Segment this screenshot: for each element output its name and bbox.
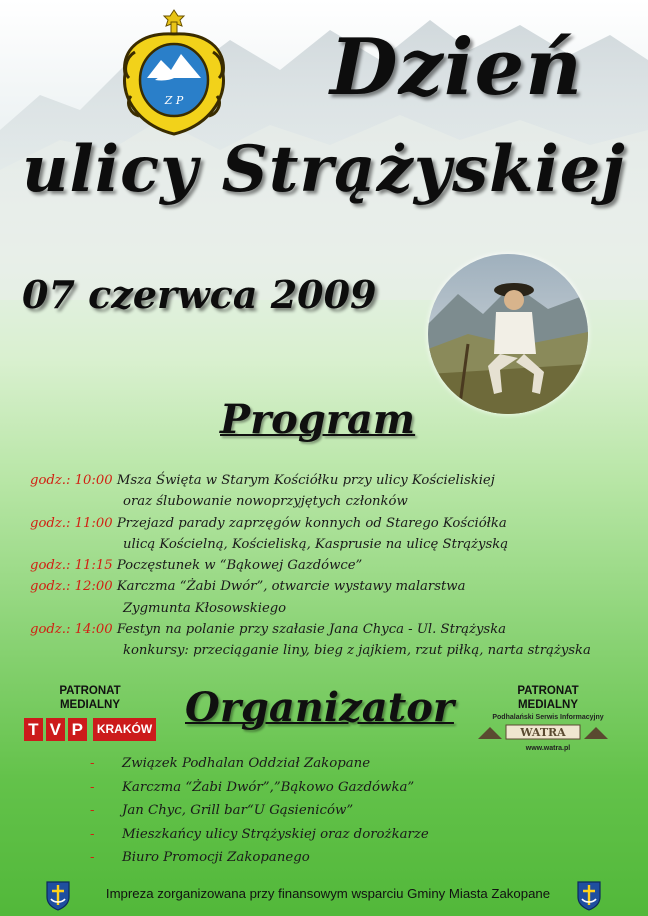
media-patron-tvp — [20, 684, 160, 741]
program-text: oraz ślubowanie nowoprzyjętych członków — [123, 494, 408, 510]
media-patron-watra — [476, 684, 620, 752]
zp-coat-of-arms-icon — [115, 8, 233, 138]
patron-label: PATRONAT — [59, 685, 121, 697]
list-item — [90, 799, 429, 823]
event-title-line1: Dzień — [330, 22, 583, 113]
tvp-letter: V — [46, 718, 65, 741]
watra-url: www.watra.pl — [525, 745, 571, 752]
list-dash: - — [90, 826, 95, 842]
patron-label: PATRONAT — [517, 685, 579, 697]
program-item — [30, 555, 630, 576]
program-time: godz.: 11:00 — [30, 515, 113, 531]
watra-logo — [476, 723, 610, 741]
program-text: Karczma “Żabi Dwór”, otwarcie wystawy malarstwa — [116, 579, 466, 595]
program-time: godz.: 14:00 — [30, 622, 113, 638]
program-text: Festyn na polanie przy szałasie Jana Chyca - Ul. Strążyska — [116, 622, 507, 638]
tvp-letter: P — [68, 718, 87, 741]
footer-text: Impreza zorganizowana przy finansowym wsparciu Gminy Miasta Zakopane — [105, 886, 551, 901]
program-text: Poczęstunek w “Bąkowej Gazdówce” — [116, 558, 363, 574]
organizer-name: Karczma “Żabi Dwór”,”Bąkowo Gazdówka” — [122, 779, 415, 795]
watra-logo-text: WATRA — [520, 726, 566, 739]
list-item — [90, 776, 429, 800]
program-text: Zygmunta Kłosowskiego — [123, 600, 287, 616]
program-list — [30, 470, 630, 662]
program-text: ulicą Kościelną, Kościeliską, Kasprusie na ulicę Strążyską — [123, 536, 509, 552]
list-dash: - — [90, 850, 95, 866]
list-dash: - — [90, 779, 95, 795]
tvp-krakow-logo — [20, 718, 160, 741]
highlander-photo-image — [428, 254, 588, 414]
patron-label: MEDIALNY — [517, 699, 579, 711]
list-item — [90, 846, 429, 870]
program-item — [30, 619, 630, 662]
program-time: godz.: 10:00 — [30, 473, 113, 488]
footer — [0, 877, 648, 913]
watra-subtitle: Podhalański Serwis Informacyjny — [492, 714, 604, 721]
program-text: Msza Święta w Starym Kościółku przy ulicy Kościeliskiej — [116, 473, 495, 488]
zakopane-crest-icon — [44, 879, 72, 911]
highlander-photo — [428, 254, 588, 414]
organizer-name: Związek Podhalan Oddział Zakopane — [122, 756, 371, 771]
program-time: godz.: 11:15 — [30, 558, 113, 574]
organizer-name: Mieszkańcy ulicy Strążyskiej oraz dorożkarze — [122, 826, 429, 842]
program-item — [30, 513, 630, 556]
program-item — [30, 470, 630, 513]
program-text: Przejazd parady zaprzęgów konnych od Starego Kościółka — [116, 515, 507, 531]
organizer-heading: Organizator — [185, 684, 454, 731]
program-heading: Program — [220, 396, 416, 443]
organizer-list — [90, 752, 429, 870]
list-dash: - — [90, 803, 95, 819]
list-dash: - — [90, 756, 95, 771]
tvp-city: KRAKÓW — [93, 718, 156, 741]
organizer-name: Biuro Promocji Zakopanego — [122, 850, 310, 866]
patron-label: MEDIALNY — [59, 699, 121, 711]
organizer-name: Jan Chyc, Grill bar“U Gąsieniców” — [122, 803, 354, 819]
program-text: konkursy: przeciąganie liny, bieg z jajkiem, rzut piłką, narta strążyska — [123, 643, 591, 659]
tvp-letter: T — [24, 718, 43, 741]
list-item — [90, 752, 429, 776]
program-time: godz.: 12:00 — [30, 579, 113, 595]
list-item — [90, 823, 429, 847]
event-date: 07 czerwca 2009 — [22, 272, 377, 317]
zakopane-crest-icon — [575, 879, 603, 911]
emblem-letters: Z P — [164, 94, 184, 107]
event-title-line2: ulicy Strążyskiej — [22, 132, 626, 207]
program-item — [30, 576, 630, 619]
